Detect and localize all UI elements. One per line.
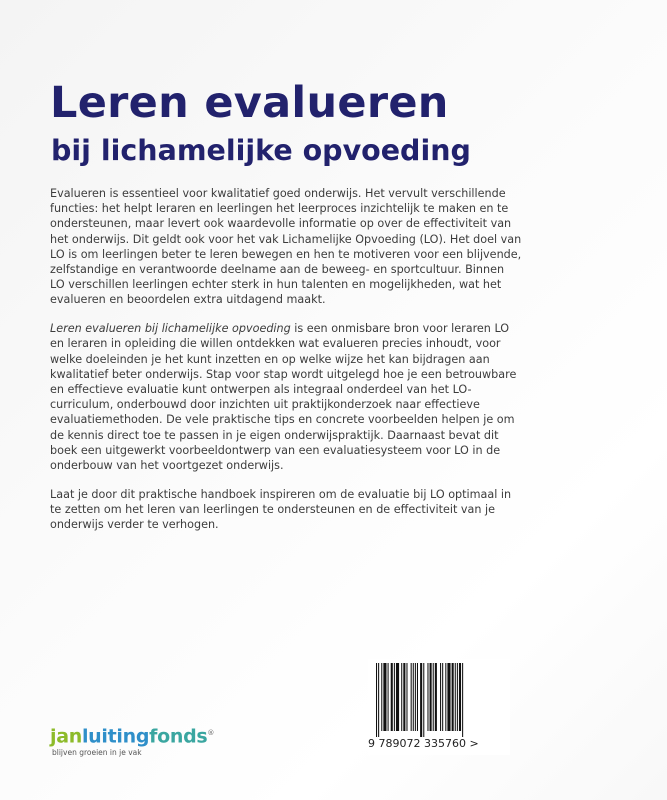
barcode-bar — [455, 663, 456, 731]
logo-part-fonds: fonds — [149, 725, 208, 748]
barcode-bar — [430, 663, 432, 731]
barcode-bar — [378, 663, 379, 737]
barcode-bar — [427, 663, 428, 731]
book-title: Leren evalueren — [50, 78, 449, 128]
barcode-bar — [433, 663, 434, 731]
registered-mark: ® — [207, 729, 215, 737]
barcode-bar — [391, 663, 393, 731]
barcode-bar — [381, 663, 382, 731]
barcode-bar — [383, 663, 386, 731]
barcode-bars — [376, 663, 502, 737]
blurb-paragraph-3: Laat je door dit praktische handboek inspireren om de evaluatie bij LO optimaal in te zetten om het leren van leerlingen te ondersteunen en de effectiviteit van je onderwijs verder te verhogen. — [50, 487, 512, 532]
barcode-bar — [376, 663, 377, 737]
barcode-bar — [435, 663, 437, 731]
barcode-bar — [411, 663, 412, 731]
barcode-bar — [447, 663, 450, 731]
blurb-paragraph-2 — [50, 321, 522, 473]
barcode-bar — [440, 663, 441, 731]
barcode-bar — [459, 663, 461, 731]
isbn-barcode — [368, 659, 510, 755]
book-subtitle: bij lichamelijke opvoeding — [51, 134, 471, 167]
blurb-paragraph-1: Evalueren is essentieel voor kwalitatief goed onderwijs. Het vervult verschillende functies: het helpt leraren en leerlingen het leerproces inzichtelijk te maken en te ondersteunen, maar levert ook waardevolle informatie op over de effectiviteit van het onderwijs. Dit geldt ook voor het vak Lichamelijke Opvoeding (LO). Het doel van LO is om leerlingen beter te leren bewegen en hen te motiveren voor een blijvende, zelfstandige en verantwoorde deelname aan de beweeg- en sportcultuur. Binnen LO verschillen leerlingen echter sterk in hun talenten en mogelijkheden, wat het evalueren en beoordelen extra uitdagend maakt. — [50, 187, 522, 307]
publisher-tagline: blijven groeien in je vak — [52, 748, 142, 758]
blurb — [50, 186, 522, 546]
barcode-bar — [462, 663, 463, 737]
isbn-digits: 9 789072 335760 > — [368, 737, 479, 750]
logo-part-luiting: luiting — [81, 725, 150, 748]
barcode-bar — [423, 663, 424, 737]
barcode-bar — [394, 663, 395, 731]
barcode-bar — [413, 663, 414, 731]
barcode-bar — [442, 663, 443, 731]
blurb-paragraph-2-text: is een onmisbare bron voor leraren LO en leraren in opleiding die willen ontdekken wat evalueren precies inhoudt, voor welke doeleinden je het kunt inzetten en op welke wijze het kan bijdragen aan kwalitatief beter onderwijs. Stap voor stap wordt uitgelegd hoe je een betrouwbare en effectieve evaluatie kunt ontwerpen als integraal onderdeel van het LO-curriculum, onderbouwd door inzichten uit praktijkonderzoek naar effectieve evaluatiemethoden. De vele praktische tips en concrete voorbeelden helpen je om de kennis direct toe te passen in je eigen onderwijspraktijk. Daarnaast bevat dit boek een uitgewerkt voorbeeldontwerp van een evaluatiesysteem voor LO in de onderbouw van het voortgezet onderwijs. — [50, 322, 517, 472]
barcode-bar — [457, 663, 458, 731]
barcode-bar — [396, 663, 399, 731]
publisher-logo — [50, 722, 214, 757]
publisher-logo-wordmark — [50, 722, 214, 747]
blurb-book-title: Leren evalueren bij lichamelijke opvoeding — [50, 322, 291, 336]
barcode-bar — [452, 663, 454, 731]
logo-part-jan: jan — [50, 725, 82, 748]
barcode-bar — [401, 663, 402, 731]
barcode-bar — [445, 663, 446, 731]
barcode-bar — [406, 663, 407, 731]
barcode-bar — [415, 663, 416, 731]
barcode-bar — [388, 663, 389, 731]
barcode-bar — [403, 663, 405, 731]
barcode-bar — [420, 663, 422, 737]
barcode-bar — [417, 663, 418, 731]
